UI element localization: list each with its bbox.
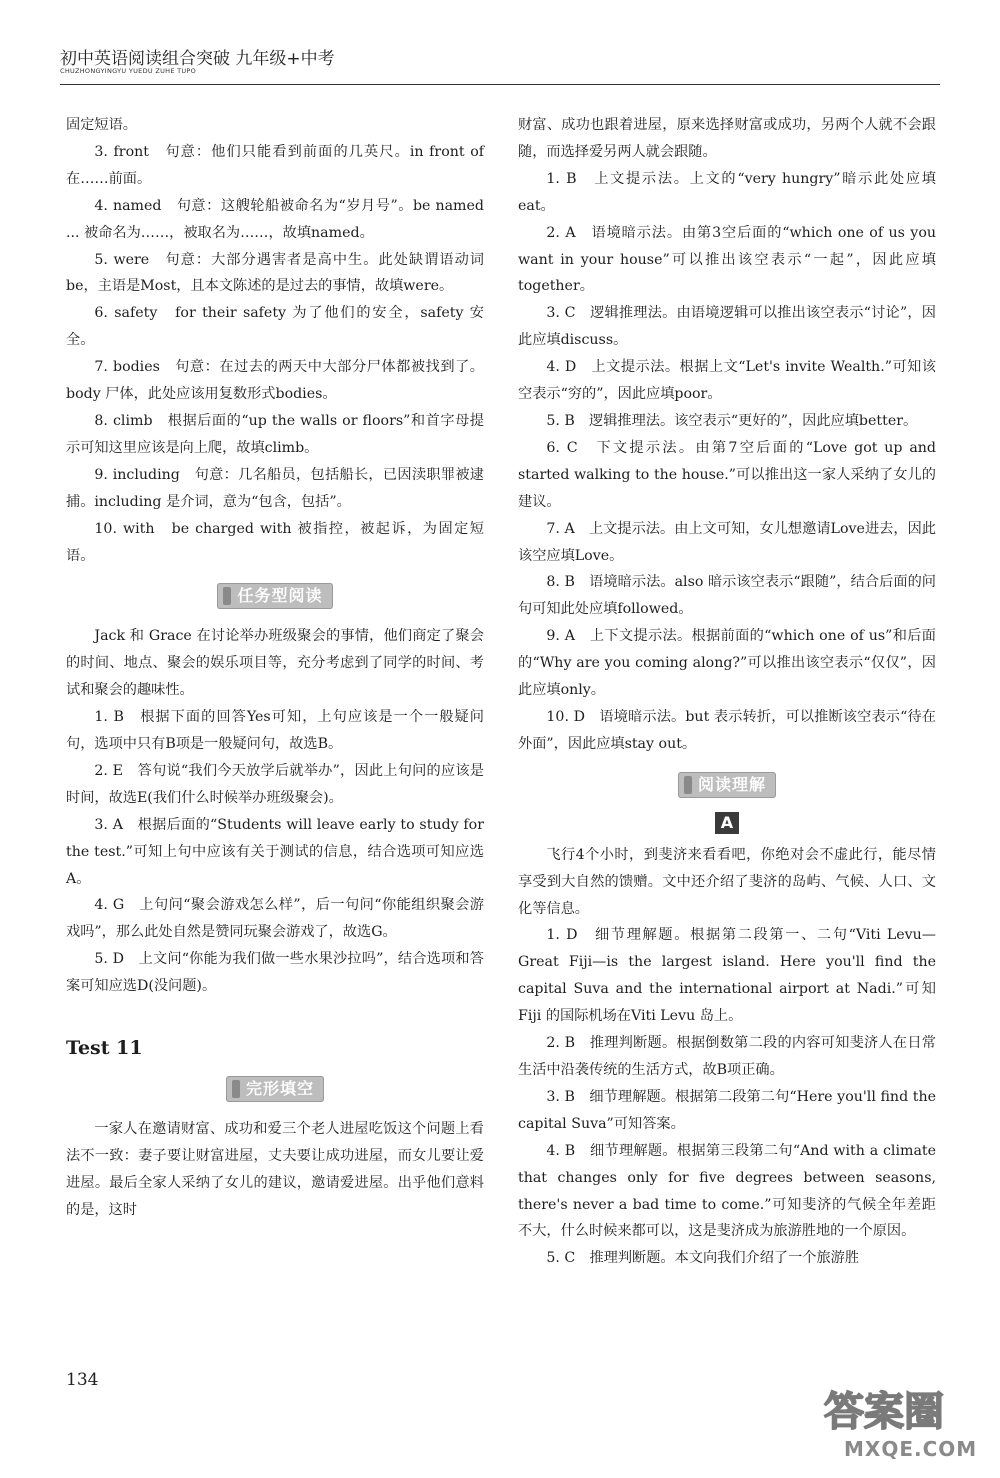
- section-badge-task-reading: [66, 583, 484, 609]
- answer-item: 1. D 细节理解题。根据第二段第一、二句“Viti Levu—Great Fiji—is the largest island. Here you'll find the capital Suva and the international airport at Nadi.”可知Fiji 的国际机场在Viti Levu 岛上。: [518, 927, 936, 1025]
- page-number: 134: [66, 1370, 99, 1390]
- continued-text: 财富、成功也跟着进屋，原来选择财富或成功，另两个人就不会跟随，而选择爱另两人就会跟随。: [518, 117, 936, 160]
- section-badge-label: 任务型阅读: [217, 583, 332, 609]
- section-intro: Jack 和 Grace 在讨论举办班级聚会的事情，他们商定了聚会的时间、地点、聚会的娱乐项目等，充分考虑到了同学的时间、考试和聚会的趣味性。: [66, 628, 484, 699]
- right-column: [518, 112, 936, 1272]
- passage-letter-badge: [518, 812, 936, 834]
- answer-item: 5. D 上文问“你能为我们做一些水果沙拉吗”，结合选项和答案可知应选D(没问题)。: [66, 951, 484, 995]
- answer-item: 8. B 语境暗示法。also 暗示该空表示“跟随”，结合后面的问句可知此处应填followed。: [518, 574, 936, 618]
- answer-item: 10. D 语境暗示法。but 表示转折，可以推断该空表示“待在外面”，因此应填stay out。: [518, 708, 936, 752]
- left-column: [66, 112, 484, 1224]
- answer-item: 2. E 答句说“我们今天放学后就举办”，因此上句问的应该是时间，故选E(我们什么时候举办班级聚会)。: [66, 762, 484, 806]
- answer-item: 3. C 逻辑推理法。由语境逻辑可以推出该空表示“讨论”，因此应填discuss。: [518, 305, 936, 349]
- answer-item: 3. B 细节理解题。根据第二段第二句“Here you'll find the capital Suva”可知答案。: [518, 1088, 936, 1132]
- answer-item: 9. including 句意：几名船员，包括船长，已因渎职罪被逮捕。including 是介词，意为“包含，包括”。: [66, 466, 484, 510]
- page-header: [60, 40, 940, 80]
- answer-item: 4. named 句意：这艘轮船被命名为“岁月号”。be named ... 被命名为……，被取名为……，故填named。: [66, 197, 484, 241]
- watermark-text: 答案圈: [824, 1389, 944, 1435]
- header-rule: [60, 84, 940, 85]
- answer-item: 4. D 上文提示法。根据上文“Let's invite Wealth.”可知该空表示“穷的”，因此应填poor。: [518, 359, 936, 403]
- answer-item: 4. G 上句问“聚会游戏怎么样”，后一句问“你能组织聚会游戏吗”，那么此处自然是赞同玩聚会游戏了，故选G。: [66, 897, 484, 941]
- continued-text: 固定短语。: [66, 117, 137, 133]
- answer-item: 2. A 语境暗示法。由第3空后面的“which one of us you want in your house”可以推出该空表示“一起”，因此应填together。: [518, 224, 936, 295]
- section-badge-label: 阅读理解: [678, 772, 776, 798]
- book-title-pinyin: CHUZHONGYINGYU YUEDU ZUHE TUPO: [60, 67, 197, 75]
- section-intro: 飞行4个小时，到斐济来看看吧，你绝对会不虚此行，能尽情享受到大自然的馈赠。文中还介绍了斐济的岛屿、气候、人口、文化等信息。: [518, 846, 936, 917]
- answer-item: 5. B 逻辑推理法。该空表示“更好的”，因此应填better。: [546, 412, 918, 429]
- section-badge-reading-comprehension: [518, 772, 936, 798]
- answer-item: 3. A 根据后面的“Students will leave early to study for the test.”可知上句中应该有关于测试的信息，结合选项可知应选A。: [66, 816, 484, 887]
- answer-item: 5. C 推理判断题。本文向我们介绍了一个旅游胜: [546, 1250, 860, 1267]
- answer-item: 7. A 上文提示法。由上文可知，女儿想邀请Love进去，因此该空应填Love。: [518, 520, 936, 564]
- watermark-logo: [810, 1390, 980, 1470]
- answer-item: 6. safety for their safety 为了他们的安全，safety 安全。: [66, 305, 484, 349]
- book-title: 初中英语阅读组合突破 九年级+中考: [60, 49, 335, 69]
- section-badge-cloze: [66, 1076, 484, 1102]
- answer-item: 5. were 句意：大部分遇害者是高中生。此处缺谓语动词be，主语是Most，且本文陈述的是过去的事情，故填were。: [66, 251, 484, 295]
- answer-item: 8. climb 根据后面的“up the walls or floors”和首字母提示可知这里应该是向上爬，故填climb。: [66, 412, 484, 456]
- section-badge-label: 完形填空: [226, 1076, 324, 1102]
- section-intro: 一家人在邀请财富、成功和爱三个老人进屋吃饭这个问题上看法不一致：妻子要让财富进屋，丈夫要让成功进屋，而女儿要让爱进屋。最后全家人采纳了女儿的建议，邀请爱进屋。出乎他们意料的是，这时: [66, 1121, 484, 1218]
- answer-item: 10. with be charged with 被指控，被起诉，为固定短语。: [66, 520, 484, 564]
- watermark-domain: MXQE.COM: [844, 1437, 978, 1461]
- answer-item: 2. B 推理判断题。根据倒数第二段的内容可知斐济人在日常生活中沿袭传统的生活方式，故B项正确。: [518, 1035, 936, 1078]
- answer-item: 3. front 句意：他们只能看到前面的几英尺。in front of 在……前面。: [66, 143, 484, 187]
- test-title: Test 11: [66, 1037, 143, 1060]
- answer-item: 1. B 上文提示法。上文的“very hungry”暗示此处应填eat。: [518, 170, 936, 214]
- answer-item: 4. B 细节理解题。根据第三段第二句“And with a climate that changes only for five degrees between seasons, there's never a bad time to come.”可知斐济的气候全年差距不大，什么时候来都可以，这是斐济成为旅游胜地的一个原因。: [518, 1142, 936, 1240]
- passage-letter: A: [715, 812, 739, 834]
- answer-item: 1. B 根据下面的回答Yes可知，上句应该是一个一般疑问句，选项中只有B项是一般疑问句，故选B。: [66, 709, 484, 753]
- answer-item: 9. A 上下文提示法。根据前面的“which one of us”和后面的“Why are you coming along?”可以推出该空表示“仅仅”，因此应填only。: [518, 628, 936, 699]
- answer-item: 7. bodies 句意：在过去的两天中大部分尸体都被找到了。body 尸体，此处应该用复数形式bodies。: [66, 359, 484, 403]
- answer-item: 6. C 下文提示法。由第7空后面的“Love got up and started walking to the house.”可以推出这一家人采纳了女儿的建议。: [518, 439, 936, 510]
